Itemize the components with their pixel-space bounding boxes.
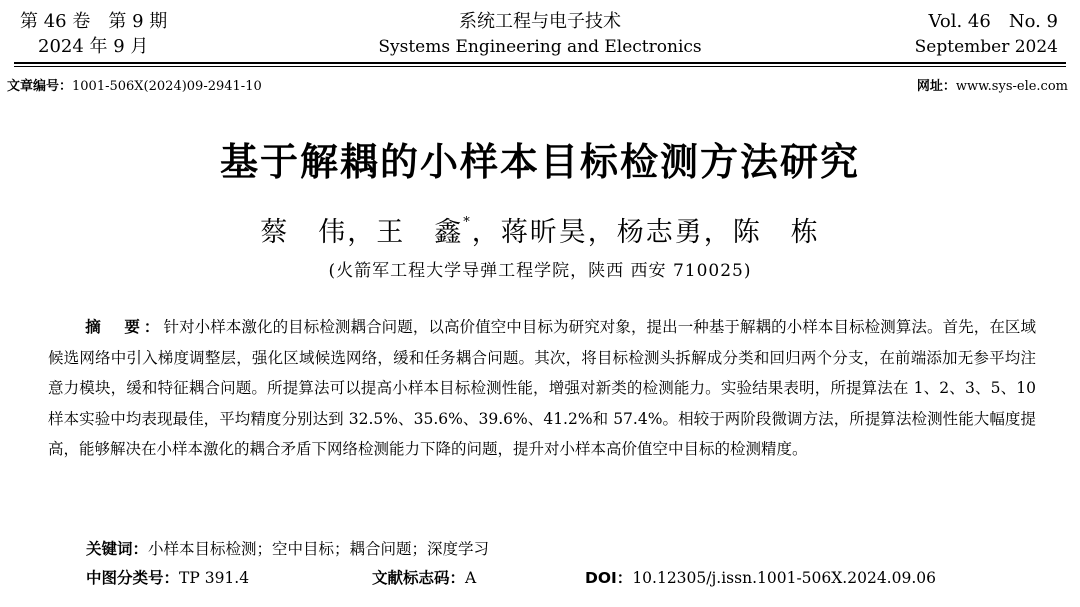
website — [917, 78, 1068, 96]
keywords-value: 小样本目标检测；空中目标；耦合问题；深度学习 — [148, 540, 490, 558]
keywords-label: 关键词： — [86, 540, 149, 558]
author-separator: ， — [471, 217, 501, 248]
affiliation: (火箭军工程大学导弹工程学院，陕西 西安 710025) — [328, 261, 752, 281]
journal-name-cn: 系统工程与电子技术 — [459, 11, 621, 32]
document-code-label: 文献标志码： — [372, 569, 466, 587]
author-separator: ， — [347, 217, 377, 248]
doi-value: 10.12305/j.issn.1001-506X.2024.09.06 — [632, 569, 936, 587]
clc-number — [86, 566, 249, 590]
author-separator: ， — [703, 217, 733, 248]
header-rule-thin — [14, 66, 1066, 67]
clc-value: TP 391.4 — [179, 569, 250, 587]
document-code — [372, 566, 476, 590]
author-list — [0, 216, 1080, 250]
paper-title: 基于解耦的小样本目标检测方法研究 — [219, 140, 860, 184]
clc-label: 中图分类号： — [86, 569, 180, 587]
volume-issue-cn: 第 46 卷 第 9 期 — [20, 11, 168, 32]
journal-name-en: Systems Engineering and Electronics — [378, 37, 702, 57]
journal-header — [0, 0, 1080, 66]
article-number-label: 文章编号： — [7, 79, 73, 94]
doi-label: DOI： — [585, 569, 633, 587]
date-en: September 2024 — [914, 37, 1058, 57]
abstract-text: 针对小样本激化的目标检测耦合问题，以高价值空中目标为研究对象，提出一种基于解耦的小样本目标检测算法。首先，在区域候选网络中引入梯度调整层，强化区域候选网络，缓和任务耦合问题。其次，将目标检测头拆解成分类和回归两个分支，在前端添加无参平均注意力模块，缓和特征耦合问题。所提算法可以提高小样本目标检测性能，增强对新类的检测能力。实验结果表明，所提算法在 1、2、3、5、10 样本实验中均表现最佳，平均精度分别达到 32.5%、35.6%、39.6%、41.2%和 57.4%。相较于两阶段微调方法，所提算法检测性能大幅度提高，能够解决在小样本激化的耦合矛盾下网络检测能力下降的问题，提升对小样本高价值空中目标的检测精度。 — [48, 318, 1036, 458]
author-name: 蔡 伟 — [260, 217, 348, 248]
author-name: 陈 栋 — [732, 217, 820, 248]
date-cn: 2024 年 9 月 — [38, 36, 149, 57]
website-value: www.sys-ele.com — [955, 79, 1068, 94]
keywords — [86, 537, 489, 561]
header-rule-thick — [14, 62, 1066, 64]
abstract-label: 摘 要： — [85, 318, 164, 336]
article-number — [7, 78, 262, 96]
abstract — [48, 312, 1036, 465]
author-name: 杨志勇 — [616, 217, 704, 248]
corresponding-mark: * — [463, 215, 472, 230]
website-label: 网址： — [916, 79, 956, 94]
author-separator: ， — [587, 217, 617, 248]
author-name: 王 鑫 — [376, 217, 464, 248]
doi — [585, 566, 936, 590]
article-number-value: 1001-506X(2024)09-2941-10 — [72, 79, 262, 94]
document-code-value: A — [465, 569, 477, 587]
author-name: 蒋昕昊 — [500, 217, 588, 248]
volume-issue-en: Vol. 46 No. 9 — [928, 11, 1058, 32]
